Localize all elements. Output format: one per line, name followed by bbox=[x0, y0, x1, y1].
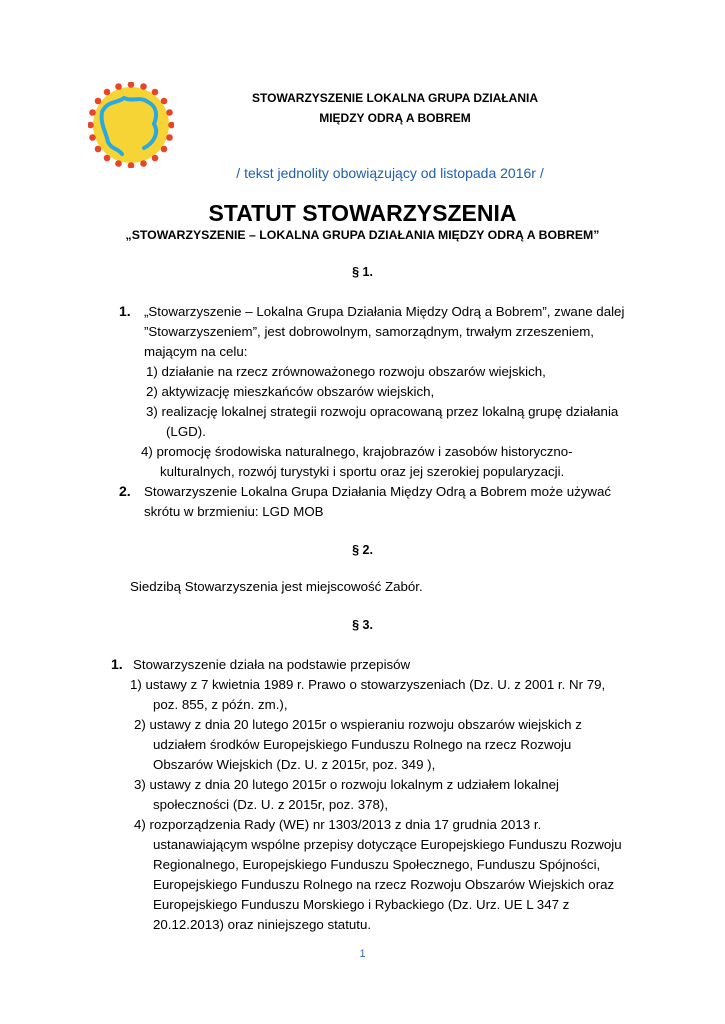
section-1-item-2-line: skrótu w brzmieniu: LGD MOB bbox=[144, 504, 324, 519]
section-2-text: Siedzibą Stowarzyszenia jest miejscowość Zabór. bbox=[130, 579, 423, 594]
section-1-item-1-line: „Stowarzyszenie – Lokalna Grupa Działania Między Odrą a Bobrem”, zwane dalej bbox=[144, 304, 625, 319]
section-3-law: ustanawiającym wspólne przepisy dotyczące Europejskiego Funduszu Rozwoju bbox=[153, 837, 622, 852]
section-3-law: Europejskiego Funduszu Morskiego i Rybackiego (Dz. Urz. UE L 347 z bbox=[153, 897, 570, 912]
section-1-goal: kulturalnych, rozwój turystyki i sportu oraz jej szerokiej popularyzacji. bbox=[160, 464, 565, 479]
section-1-goal: 2) aktywizację mieszkańców obszarów wiejskich, bbox=[146, 384, 435, 399]
section-3-law: 4) rozporządzenia Rady (WE) nr 1303/2013 z dnia 17 grudnia 2013 r. bbox=[134, 817, 542, 832]
section-1-item-2-number: 2. bbox=[119, 483, 131, 499]
section-3-law: 1) ustawy z 7 kwietnia 1989 r. Prawo o stowarzyszeniach (Dz. U. z 2001 r. Nr 79, bbox=[130, 677, 606, 692]
section-3-law: Europejskiego Funduszu Rolnego na rzecz Rozwoju Obszarów Wiejskich oraz bbox=[153, 877, 615, 892]
org-name-line-1: STOWARZYSZENIE LOKALNA GRUPA DZIAŁANIA bbox=[252, 91, 538, 105]
section-1-goal: 1) działanie na rzecz zrównoważonego rozwoju obszarów wiejskich, bbox=[146, 364, 546, 379]
section-1-goal: (LGD). bbox=[166, 424, 206, 439]
section-1-goal: 3) realizację lokalnej strategii rozwoju opracowaną przez lokalną grupę działania bbox=[146, 404, 619, 419]
section-3-item-1-number: 1. bbox=[111, 656, 123, 672]
org-name-line-2: MIĘDZY ODRĄ A BOBREM bbox=[319, 111, 471, 125]
section-1-item-1-number: 1. bbox=[119, 303, 131, 319]
section-3-law: Obszarów Wiejskich (Dz. U. z 2015r, poz. 349 ), bbox=[153, 757, 436, 772]
section-3-law: poz. 855, z późn. zm.), bbox=[153, 697, 288, 712]
section-2-heading: § 2. bbox=[352, 543, 373, 557]
section-3-law: 3) ustawy z dnia 20 lutego 2015r o rozwoju lokalnym z udziałem lokalnej bbox=[134, 777, 559, 792]
section-1-item-1-line: ”Stowarzyszeniem”, jest dobrowolnym, samorządnym, trwałym zrzeszeniem, bbox=[144, 324, 595, 339]
section-3-law: społeczności (Dz. U. z 2015r, poz. 378), bbox=[153, 797, 389, 812]
document-subtitle: / tekst jednolity obowiązujący od listopada 2016r / bbox=[236, 165, 544, 181]
section-3-heading: § 3. bbox=[352, 618, 373, 632]
section-1-goal: 4) promocję środowiska naturalnego, krajobrazów i zasobów historyczno- bbox=[141, 444, 573, 459]
document-title: STATUT STOWARZYSZENIA bbox=[208, 200, 517, 226]
section-1-heading: § 1. bbox=[352, 265, 373, 279]
section-3-item-1-text: Stowarzyszenie działa na podstawie przepisów bbox=[133, 657, 411, 672]
document-subheading: „STOWARZYSZENIE – LOKALNA GRUPA DZIAŁANIA MIĘDZY ODRĄ A BOBREM” bbox=[125, 228, 600, 242]
page-number: 1 bbox=[359, 948, 366, 960]
section-3-law: udziałem środków Europejskiego Funduszu Rolnego na rzecz Rozwoju bbox=[153, 737, 572, 752]
section-1-item-2-line: Stowarzyszenie Lokalna Grupa Działania Między Odrą a Bobrem może używać bbox=[144, 484, 612, 499]
section-1-item-1-line: mającym na celu: bbox=[144, 344, 248, 359]
lgd-logo-icon bbox=[88, 82, 174, 168]
section-3-law: Regionalnego, Europejskiego Funduszu Społecznego, Funduszu Spójności, bbox=[153, 857, 601, 872]
section-3-law: 2) ustawy z dnia 20 lutego 2015r o wspieraniu rozwoju obszarów wiejskich z bbox=[134, 717, 582, 732]
section-3-law: 20.12.2013) oraz niniejszego statutu. bbox=[153, 917, 372, 932]
